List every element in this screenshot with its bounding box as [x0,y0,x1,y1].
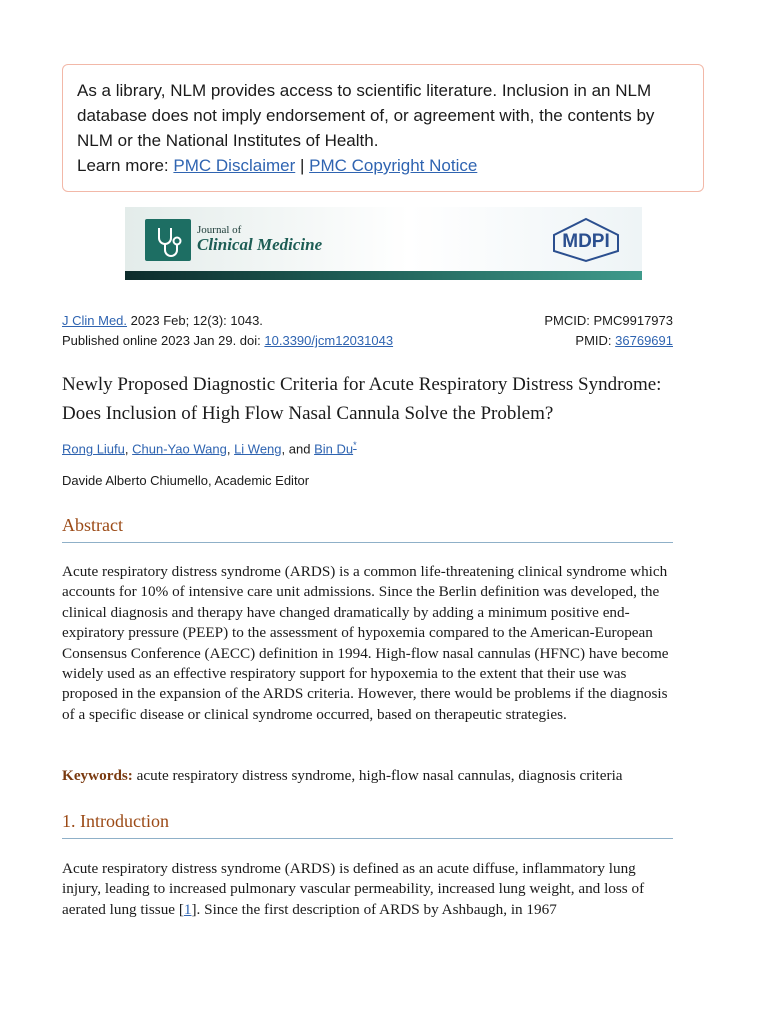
mdpi-logo [550,217,622,268]
introduction-text [62,859,674,920]
author-separator: , [226,441,231,457]
published-line [62,331,393,351]
author-link[interactable]: Chun-Yao Wang [132,441,227,457]
author-list [62,440,357,456]
academic-editor: Davide Alberto Chiumello, Academic Editor [62,473,310,488]
author-separator: , [124,441,129,457]
citation-info [62,311,393,351]
author-conjunction: , and [281,441,311,457]
journal-banner[interactable] [125,207,642,280]
keywords-label: Keywords: [62,767,133,784]
pmcid: PMCID: PMC9917973 [544,313,673,328]
abstract-text: Acute respiratory distress syndrome (ARDS) is a common life-threatening clinical syndrome which accounts for 10% of intensive care unit admissions. Since the Berlin definition was developed, the clinical diagnosis and therapy have changed dramatically by adding a minimum positive end-expiratory pressure (PEEP) to the assessment of hypoxemia compared to the American-European Consensus Conference (AECC) definition in 1994. High-flow nasal cannulas (HFNC) have become widely used as an effective respiratory support for hypoxemia to the extent that their use was proposed in the expansion of the ARDS criteria. However, there would be problems if the diagnosis of a specific disease or clinical syndrome occurred, based on therapeutic strategies. [62,563,669,723]
identifiers [544,311,673,351]
citation-line [62,311,393,331]
pmc-copyright-link[interactable]: PMC Copyright Notice [309,156,478,175]
reference-link[interactable]: 1 [183,900,192,918]
banner-bar [125,271,642,280]
intro-text-part: ]. Since the first description of ARDS by Ashbaugh, in 1967 [191,900,557,918]
doi-link[interactable]: 10.3390/jcm12031043 [264,333,394,348]
library-disclaimer-notice [62,64,704,192]
article-title: Newly Proposed Diagnostic Criteria for Acute Respiratory Distress Syndrome: Does Inclusion of High Flow Nasal Cannula Solve the Problem? [62,374,662,424]
learn-more-label: Learn more: [77,156,169,175]
link-separator: | [299,156,305,175]
pmid-link[interactable]: 36769691 [615,333,673,348]
intro-text-part: Acute respiratory distress syndrome (ARDS) is defined as an acute diffuse, inflammatory lung injury, leading to increased pulmonary vascular permeability, increased lung weight, and loss of aerated lung tissue [ [62,860,645,918]
keywords [62,766,674,786]
stethoscope-icon [145,219,191,261]
publisher-name: MDPI [562,231,610,252]
journal-prefix: Journal of [197,224,242,236]
pmid-line [544,331,673,351]
citation-date: 2023 Feb; 12(3): 1043. [130,313,263,328]
published-online-label: Published online 2023 Jan 29. doi: [62,333,261,348]
author-link[interactable]: Li Weng [234,441,282,457]
corresponding-author-mark[interactable]: * [353,440,357,450]
author-link[interactable]: Bin Du [314,441,354,457]
author-link[interactable]: Rong Liufu [62,441,125,457]
notice-text: As a library, NLM provides access to scientific literature. Inclusion in an NLM database does not imply endorsement of, or agreement with, the contents by NLM or the National Institutes of Health. [77,81,655,150]
journal-name: Clinical Medicine [197,235,323,254]
learn-more-line [77,153,689,178]
keywords-list: acute respiratory distress syndrome, high-flow nasal cannulas, diagnosis criteria [136,767,623,784]
journal-link[interactable]: J Clin Med. [62,313,128,328]
abstract-heading: Abstract [62,515,673,543]
pmc-disclaimer-link[interactable]: PMC Disclaimer [173,156,296,175]
introduction-heading: 1. Introduction [62,811,673,839]
pmid-label: PMID: [575,333,612,348]
